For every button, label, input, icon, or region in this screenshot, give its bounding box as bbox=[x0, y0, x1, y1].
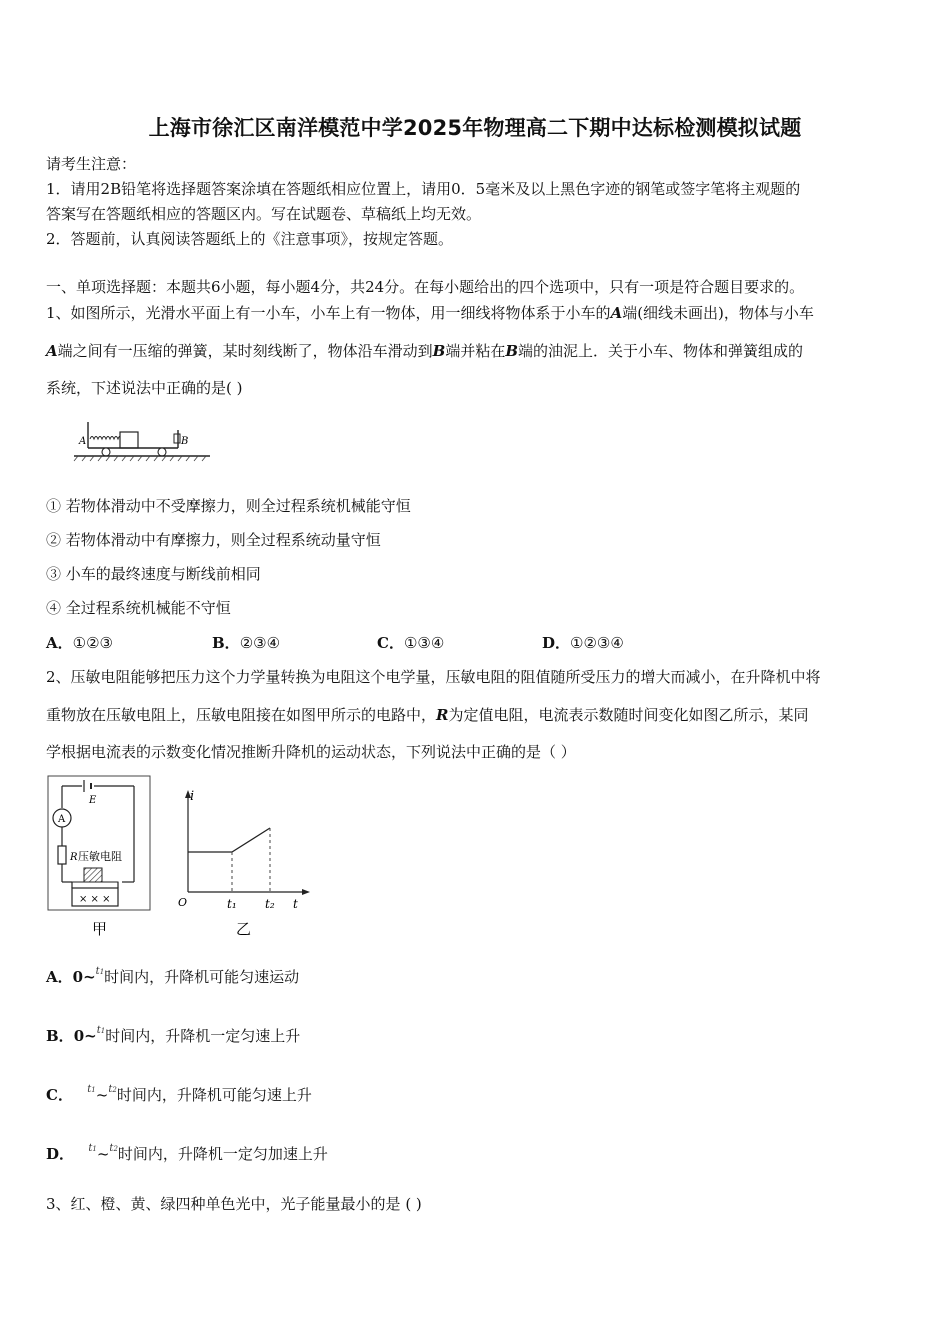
q2-option-a[interactable]: A．0~$^{t1}$时间内，升降机可能匀速运动 bbox=[46, 966, 300, 986]
graph-caption: 乙 bbox=[236, 920, 252, 938]
q2-line-1: 2、压敏电阻能够把压力这个力学量转换为电阻这个电学量，压敏电阻的阻值随所受压力的增大而减小，在升降机中将 bbox=[46, 668, 821, 686]
ammeter-label: A bbox=[58, 814, 66, 825]
current-graph bbox=[172, 780, 317, 940]
sensor-label: 压敏电阻 bbox=[78, 850, 122, 863]
graph-y-label: i bbox=[190, 789, 195, 804]
cart-label-a: A bbox=[79, 436, 87, 447]
q1-statement-4: ④ 全过程系统机械能不守恒 bbox=[46, 599, 231, 617]
q1-line-2: A端之间有一压缩的弹簧，某时刻线断了，物体沿车滑动到B端并粘在B端的油泥上．关于小车、物体和弹簧组成的 bbox=[46, 342, 804, 360]
graph-origin: O bbox=[178, 896, 188, 909]
q2-option-d[interactable]: D． $^{t1}$~$^{t2}$时间内，升降机一定匀加速上升 bbox=[46, 1143, 328, 1163]
notice-line-1: 1．请用2B铅笔将选择题答案涂填在答题纸相应位置上，请用0．5毫米及以上黑色字迹的钢笔或签字笔将主观题的 bbox=[46, 180, 801, 198]
q1-statement-2: ② 若物体滑动中有摩擦力，则全过程系统动量守恒 bbox=[46, 531, 381, 549]
q2-option-c[interactable]: C． $^{t1}$~$^{t2}$时间内，升降机可能匀速上升 bbox=[46, 1084, 312, 1104]
sensor-marks: × × × bbox=[79, 894, 111, 905]
q1-statement-1: ① 若物体滑动中不受摩擦力，则全过程系统机械能守恒 bbox=[46, 497, 411, 515]
circuit-figure bbox=[44, 774, 154, 940]
circuit-e-label: E bbox=[89, 795, 97, 806]
q1-option-b[interactable]: B．②③④ bbox=[212, 634, 281, 652]
q1-option-d[interactable]: D．①②③④ bbox=[542, 634, 624, 652]
cart-figure bbox=[70, 418, 220, 466]
graph-x-label: t bbox=[293, 897, 298, 911]
circuit-caption: 甲 bbox=[92, 920, 108, 938]
section-heading: 一、单项选择题：本题共6小题，每小题4分，共24分。在每小题给出的四个选项中，只有一项是符合题目要求的。 bbox=[46, 278, 805, 296]
circuit-r-label: R bbox=[70, 852, 78, 863]
graph-t1: t₁ bbox=[227, 897, 237, 911]
notice-line-2: 答案写在答题纸相应的答题区内。写在试题卷、草稿纸上均无效。 bbox=[46, 205, 482, 223]
q2-line-2: 重物放在压敏电阻上，压敏电阻接在如图甲所示的电路中，R为定值电阻，电流表示数随时间变化如图乙所示，某同 bbox=[46, 706, 809, 724]
q1-line-3: 系统，下述说法中正确的是( ) bbox=[46, 379, 243, 397]
q3-line-1: 3、红、橙、黄、绿四种单色光中，光子能量最小的是 ( ) bbox=[46, 1195, 422, 1213]
q1-option-c[interactable]: C．①③④ bbox=[377, 634, 445, 652]
notice-heading: 请考生注意： bbox=[46, 155, 137, 173]
notice-line-3: 2．答题前，认真阅读答题纸上的《注意事项》，按规定答题。 bbox=[46, 230, 454, 248]
graph-t2: t₂ bbox=[265, 897, 275, 911]
q2-option-b[interactable]: B．0~$^{t1}$时间内，升降机一定匀速上升 bbox=[46, 1025, 301, 1045]
q1-option-a[interactable]: A．①②③ bbox=[46, 634, 113, 652]
page-title: 上海市徐汇区南洋模范中学2025年物理高二下期中达标检测模拟试题 bbox=[148, 116, 802, 140]
q1-statement-3: ③ 小车的最终速度与断线前相同 bbox=[46, 565, 261, 583]
q1-line-1: 1、如图所示，光滑水平面上有一小车，小车上有一物体，用一细线将物体系于小车的A端(细线未画出)，物体与小车 bbox=[46, 304, 814, 322]
cart-label-b: B bbox=[181, 436, 189, 447]
q2-line-3: 学根据电流表的示数变化情况推断升降机的运动状态，下列说法中正确的是（ ） bbox=[46, 743, 576, 761]
